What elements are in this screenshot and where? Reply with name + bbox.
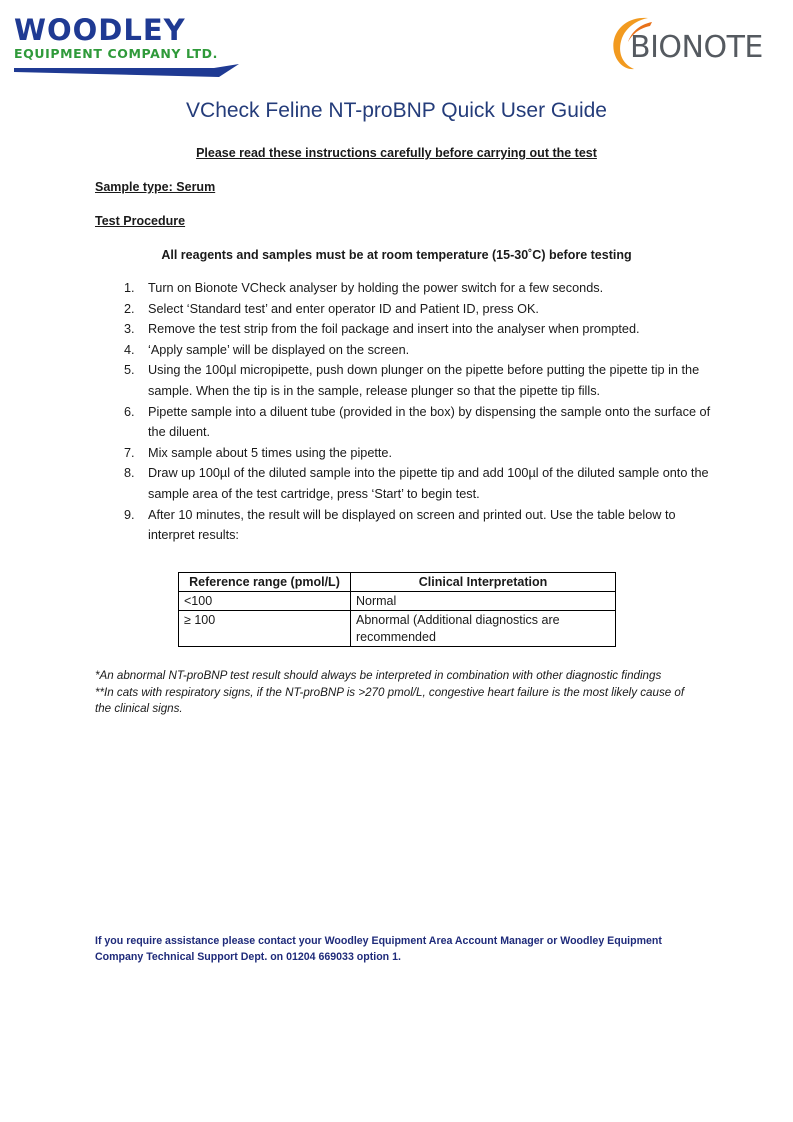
footnote: *An abnormal NT-proBNP test result should always be interpreted in combination with other diagnostic findings [95, 669, 662, 682]
step-text: Turn on Bionote VCheck analyser by holding the power switch for a few seconds. [148, 281, 604, 295]
table-row [179, 592, 616, 611]
reagents-note: All reagents and samples must be at room temperature (15-30˚C) before testing [161, 248, 632, 262]
table-cell: <100 [179, 592, 351, 611]
step-text: Draw up 100µl of the diluted sample into the pipette tip and add 100µl of the diluted sample onto the sample area of the test cartridge, press ‘Start’ to begin test. [148, 466, 709, 501]
bionote-logo [608, 14, 778, 74]
footnote: **In cats with respiratory signs, if the NT-proBNP is >270 pmol/L, congestive heart failure is the most likely cause of the clinical signs. [95, 685, 685, 715]
step-number: 6. [124, 404, 135, 419]
table-header-row [179, 573, 616, 592]
woodley-logo [14, 14, 239, 78]
table-cell: Abnormal (Additional diagnostics are recommended [351, 611, 616, 647]
footnotes [95, 668, 695, 718]
step-item [112, 319, 712, 340]
step-number: 5. [124, 363, 135, 378]
procedure-heading: Test Procedure [95, 214, 186, 228]
procedure-steps [112, 278, 712, 546]
column-header-clinical-interpretation: Clinical Interpretation [351, 573, 616, 592]
step-text: After 10 minutes, the result will be displayed on screen and printed out. Use the table below to interpret results: [148, 507, 676, 543]
table-cell: ≥ 100 [179, 611, 351, 647]
bionote-logo-name: BIONOTE [630, 30, 763, 65]
step-item [112, 278, 712, 299]
step-item [112, 443, 712, 464]
page-title: VCheck Feline NT-proBNP Quick User Guide [186, 99, 607, 122]
step-number: 9. [124, 507, 135, 522]
sample-type: Sample type: Serum [95, 180, 216, 194]
table-cell: Normal [351, 592, 616, 611]
step-item [112, 340, 712, 361]
step-text: ‘Apply sample’ will be displayed on the screen. [148, 342, 410, 357]
step-item [112, 402, 712, 443]
step-text: Select ‘Standard test’ and enter operator ID and Patient ID, press OK. [148, 301, 539, 316]
step-text: Pipette sample into a diluent tube (provided in the box) by dispensing the sample onto the surface of the diluent. [148, 404, 711, 440]
assistance-contact: If you require assistance please contact your Woodley Equipment Area Account Manager or Woodley Equipment Company Technical Support Dept. on 01204 669033 option 1. [95, 935, 662, 963]
step-number: 8. [124, 466, 135, 481]
step-text: Mix sample about 5 times using the pipette. [148, 445, 393, 460]
step-text: Using the 100µl micropipette, push down plunger on the pipette before putting the pipette tip in the sample. When the tip is in the sample, release plunger so that the pipette tip fills. [148, 363, 700, 398]
step-number: 2. [124, 301, 135, 316]
step-number: 1. [124, 281, 135, 295]
step-item [112, 299, 712, 320]
step-item [112, 360, 712, 401]
woodley-swoosh-icon [14, 64, 239, 78]
column-header-reference-range: Reference range (pmol/L) [179, 573, 351, 592]
woodley-logo-name: WOODLEY [14, 13, 186, 47]
step-item [112, 463, 712, 504]
step-text: Remove the test strip from the foil package and insert into the analyser when prompted. [148, 322, 640, 337]
instruction-heading: Please read these instructions carefully before carrying out the test [196, 146, 597, 160]
step-item [112, 505, 712, 546]
woodley-logo-subtitle: EQUIPMENT COMPANY LTD. [14, 46, 218, 61]
step-number: 4. [124, 342, 135, 357]
reference-range-table [178, 572, 616, 647]
step-number: 3. [124, 322, 135, 337]
table-row [179, 611, 616, 647]
step-number: 7. [124, 445, 135, 460]
